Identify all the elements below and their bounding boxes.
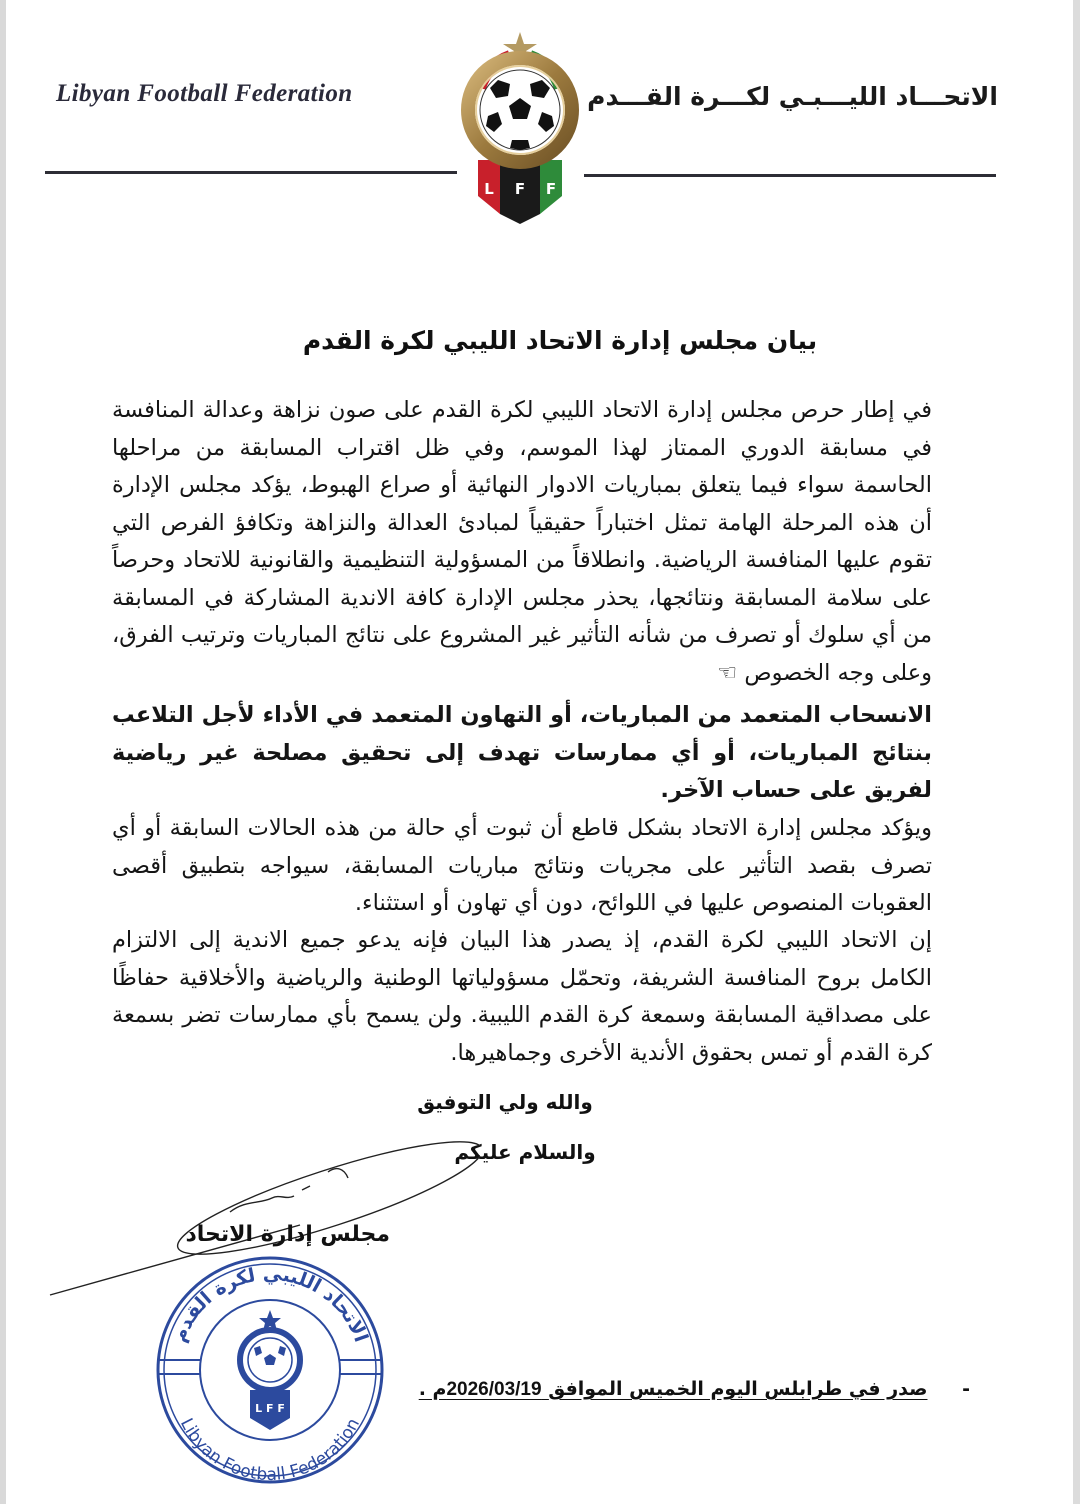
svg-text:F: F (514, 180, 526, 198)
signatory-board: مجلس إدارة الاتحاد (185, 1222, 390, 1247)
paragraph-call-to-clubs: إن الاتحاد الليبي لكرة القدم، إذ يصدر هذا البيان فإنه يدعو جميع الاندية إلى الالتزام الكامل بروح المنافسة الشريفة، وتحمّل مسؤولياتها الوطنية والرياضية والأخلاقية حفاظًا على مصداقية المسابقة وسمعة كرة القدم الليبية. ولن يسمح بأي ممارسات تضر بسمعة كرة القدم أو تمس بحقوق الأندية الأخرى وجماهيرها. (112, 927, 932, 1066)
lff-crest-logo-icon (458, 28, 582, 224)
svg-text:F: F (545, 180, 557, 198)
letterhead-name-en: Libyan Football Federation (56, 80, 353, 107)
issued-dash: - (962, 1378, 970, 1400)
paragraph-intro (112, 392, 932, 692)
paragraph-intro-text: في إطار حرص مجلس إدارة الاتحاد الليبي لكرة القدم على صون نزاهة وعدالة المنافسة في مسابقة الدوري الممتاز لهذا الموسم، وفي ظل اقتراب المسابقة من مراحلها الحاسمة سواء فيما يتعلق بمباريات الادوار النهائية أو صراع الهبوط، يؤكد مجلس الإدارة أن هذه المرحلة الهامة تمثل اختباراً حقيقياً لمبادئ العدالة والنزاهة وتكافؤ الفرص التي تقوم عليها المنافسة الرياضية. وانطلاقاً من المسؤولية التنظيمية والقانونية للاتحاد وحرصاً على سلامة المسابقة ونتائجها، يحذر مجلس الإدارة كافة الاندية المشاركة في المسابقة من أي سلوك أو تصرف من شأنه التأثير غير المشروع على نتائج المباريات وترتيب الفرق، وعلى وجه الخصوص (112, 397, 932, 686)
issued-text (419, 1378, 928, 1400)
letterhead-rule-left (45, 171, 457, 174)
page-edge-right (1073, 0, 1080, 1504)
svg-text:Libyan Football Federation: Libyan Football Federation (175, 1415, 365, 1486)
svg-text:L F F: L F F (255, 1402, 285, 1415)
federation-stamp-icon (150, 1250, 390, 1490)
issued-line (418, 1378, 970, 1401)
svg-text:الاتحاد الليبي لكرة القدم: الاتحاد الليبي لكرة القدم (168, 1262, 373, 1345)
issued-date: 2026/03/19 (446, 1379, 542, 1400)
page-edge-left (0, 0, 6, 1504)
letterhead-rule-right (584, 174, 996, 177)
issued-place-text: صدر في طرابلس اليوم الخميس الموافق (548, 1378, 928, 1400)
letterhead-name-ar: الاتحـــاد الليـــبـي لكـــرة القـــدم (587, 82, 998, 111)
issued-suffix: م . (418, 1378, 447, 1400)
paragraph-violations: الانسحاب المتعمد من المباريات، أو التهاون المتعمد في الأداء لأجل التلاعب بنتائج المباريات، أو أي ممارسات تهدف إلى تحقيق مصلحة غير رياضية لفريق على حساب الآخر. (112, 702, 932, 803)
closing-line-2: والسلام عليكم (454, 1140, 596, 1164)
closing-line-1: والله ولي التوفيق (417, 1090, 593, 1114)
statement-title: بيان مجلس إدارة الاتحاد الليبي لكرة القدم (302, 326, 818, 355)
svg-text:L: L (484, 180, 494, 198)
paragraph-sanctions: ويؤكد مجلس إدارة الاتحاد بشكل قاطع أن ثبوت أي حالة من هذه الحالات السابقة أو أي تصرف بقصد التأثير على مجريات ونتائج مباريات المسابقة، سيواجه بتطبيق أقصى العقوبات المنصوص عليها في اللوائح، دون أي تهاون أو استثناء. (112, 815, 932, 916)
pointing-hand-icon: ☜ (717, 659, 738, 686)
